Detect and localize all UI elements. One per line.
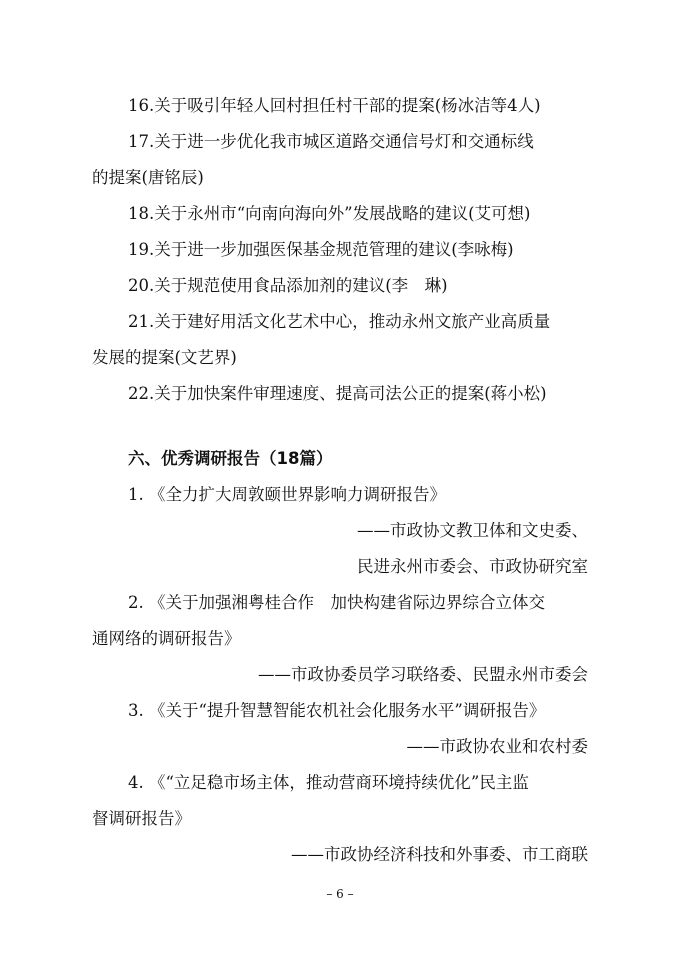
section-heading: 六、优秀调研报告（18篇）	[128, 449, 333, 468]
proposal-19: 19.关于进一步加强医保基金规范管理的建议(李咏梅)	[128, 240, 514, 259]
proposal-20: 20.关于规范使用食品添加剂的建议(李 琳)	[128, 276, 448, 295]
report-2-title: 2. 《关于加强湘粤桂合作 加快构建省际边界综合立体交	[128, 593, 545, 612]
page-number: – 6 –	[326, 887, 354, 901]
proposal-18: 18.关于永州市“向南向海向外”发展战略的建议(艾可想)	[128, 204, 531, 223]
report-4-title-cont: 督调研报告》	[92, 809, 191, 828]
report-2-title-cont: 通网络的调研报告》	[92, 629, 241, 648]
proposal-17-cont: 的提案(唐铭辰)	[92, 168, 204, 187]
report-4-author: ——市政协经济科技和外事委、市工商联	[291, 845, 588, 864]
report-1-author-cont: 民进永州市委会、市政协研究室	[357, 557, 588, 576]
proposal-16: 16.关于吸引年轻人回村担任村干部的提案(杨冰洁等4人)	[128, 96, 541, 115]
proposal-22: 22.关于加快案件审理速度、提高司法公正的提案(蒋小松)	[128, 384, 547, 403]
proposal-21: 21.关于建好用活文化艺术中心，推动永州文旅产业高质量	[128, 312, 551, 331]
proposal-21-cont: 发展的提案(文艺界)	[92, 348, 237, 367]
proposal-17: 17.关于进一步优化我市城区道路交通信号灯和交通标线	[128, 132, 534, 151]
report-3-title: 3. 《关于“提升智慧智能农机社会化服务水平”调研报告》	[128, 701, 546, 720]
report-4-title: 4. 《“立足稳市场主体，推动营商环境持续优化”民主监	[128, 773, 529, 792]
report-2-author: ——市政协委员学习联络委、民盟永州市委会	[258, 665, 588, 684]
report-1-title: 1. 《全力扩大周敦颐世界影响力调研报告》	[128, 485, 446, 504]
report-1-author: ——市政协文教卫体和文史委、	[357, 521, 588, 540]
report-3-author: ——市政协农业和农村委	[406, 737, 588, 756]
